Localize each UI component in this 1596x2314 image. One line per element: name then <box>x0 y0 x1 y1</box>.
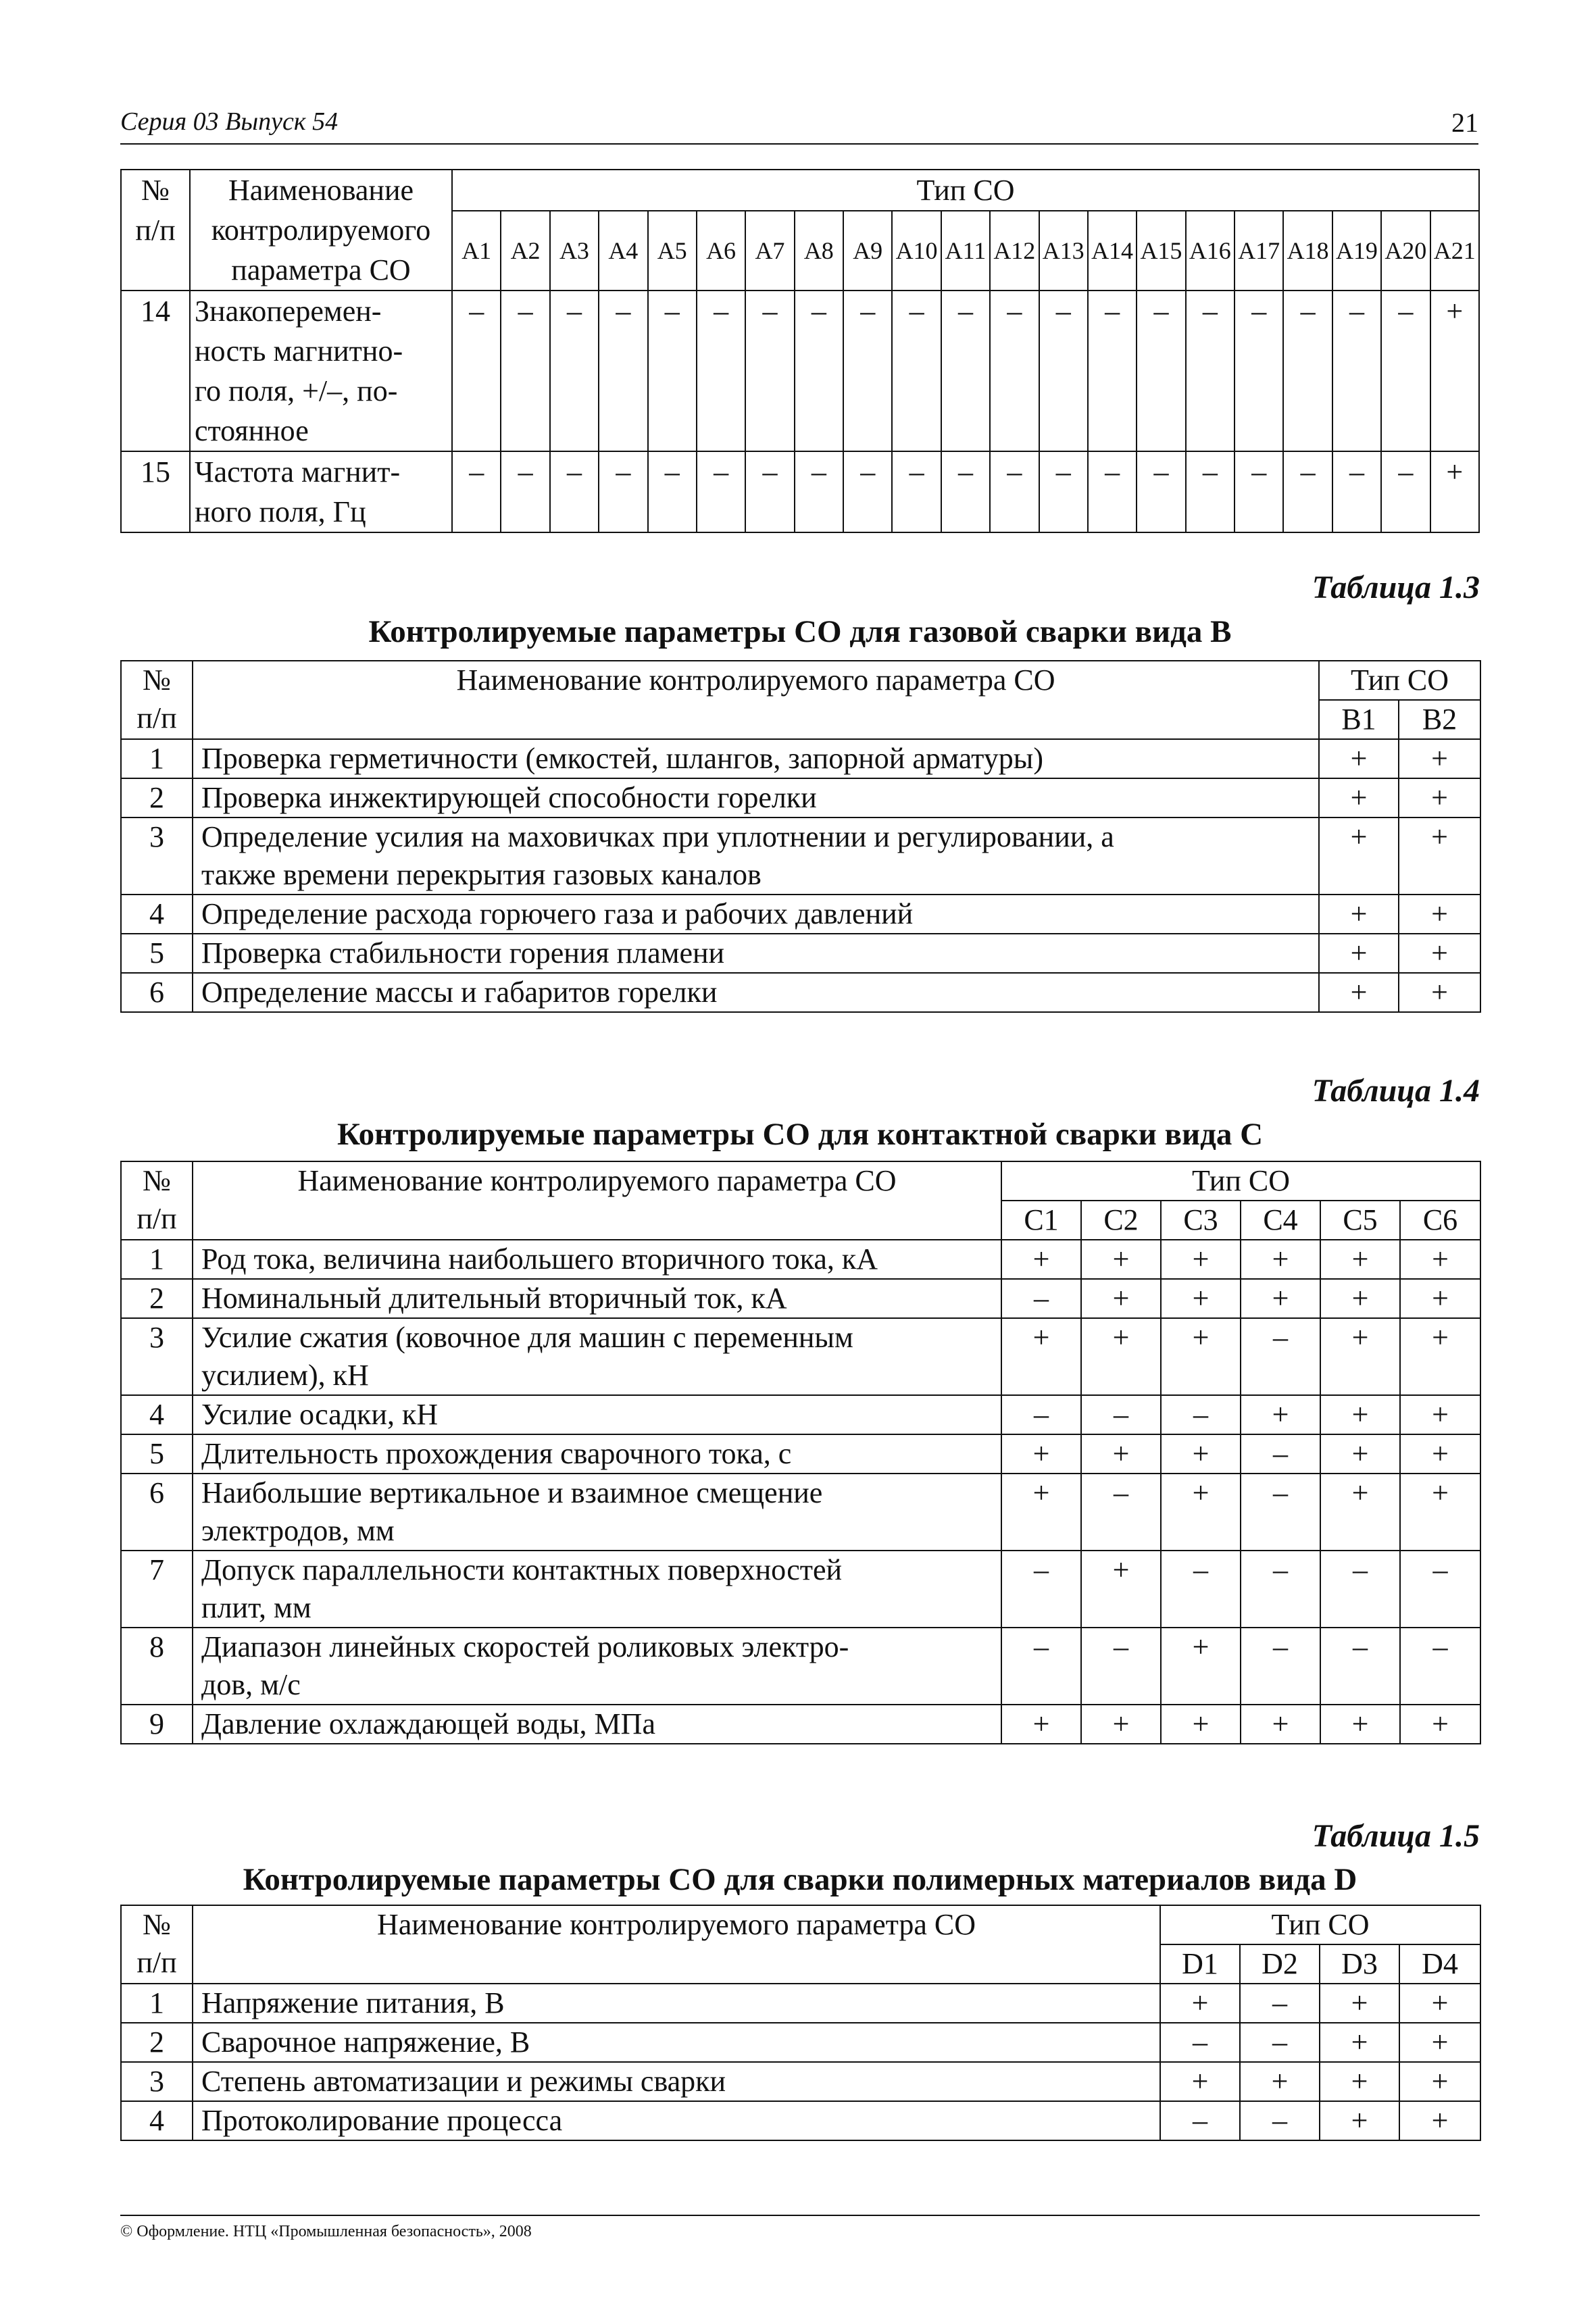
row-value: – <box>1001 1395 1081 1434</box>
table-header-row <box>121 170 1479 211</box>
row-number: 3 <box>121 818 193 895</box>
row-name-line: Проверка инжектирующей способности горелки <box>201 781 817 814</box>
row-name-line: ность магнитно- <box>195 334 403 368</box>
type-code: A9 <box>843 211 892 291</box>
row-value: + <box>1001 1240 1081 1279</box>
row-value: – <box>1332 451 1381 532</box>
table-row <box>121 818 1480 895</box>
row-name <box>193 1551 1001 1628</box>
row-value: + <box>1430 291 1480 451</box>
row-value: + <box>1240 2062 1320 2101</box>
row-name-line: ного поля, Гц <box>195 495 366 528</box>
table-row <box>121 973 1480 1012</box>
row-value: + <box>1320 1984 1399 2023</box>
row-name <box>193 1984 1160 2023</box>
row-value: + <box>1399 973 1480 1012</box>
row-value: – <box>745 291 794 451</box>
row-value: + <box>1160 1984 1240 2023</box>
table-row <box>121 1279 1480 1318</box>
row-name <box>193 1705 1001 1744</box>
row-value: – <box>892 451 941 532</box>
row-value: – <box>1001 1551 1081 1628</box>
col-header-num <box>121 1161 193 1240</box>
row-name-line: Длительность прохождения сварочного тока, с <box>201 1437 792 1470</box>
row-value: + <box>1400 1279 1480 1318</box>
row-value: + <box>1400 1474 1480 1551</box>
row-value: + <box>1081 1240 1161 1279</box>
type-code: A11 <box>941 211 990 291</box>
row-name-line: электродов, мм <box>201 1514 395 1547</box>
row-number: 2 <box>121 1279 193 1318</box>
table-row <box>121 1395 1480 1434</box>
row-value: – <box>1241 1474 1320 1551</box>
row-value: – <box>990 451 1039 532</box>
row-value: + <box>1161 1279 1241 1318</box>
type-code: A20 <box>1381 211 1430 291</box>
col-header-num-line: п/п <box>136 1946 177 1979</box>
row-value: + <box>1001 1434 1081 1474</box>
row-name-line: стоянное <box>195 414 309 447</box>
row-value: – <box>1332 291 1381 451</box>
table-row <box>121 451 1479 532</box>
row-value: + <box>1241 1705 1320 1744</box>
table-title: Контролируемые параметры СО для газовой сварки вида В <box>368 614 1232 649</box>
row-name-line: Давление охлаждающей воды, МПа <box>201 1707 655 1740</box>
col-header-name <box>190 170 452 291</box>
row-number: 2 <box>121 2023 193 2062</box>
row-name <box>193 2062 1160 2101</box>
type-code: A4 <box>599 211 647 291</box>
row-value: – <box>1240 2101 1320 2140</box>
row-value: – <box>1186 451 1235 532</box>
row-value: – <box>697 451 745 532</box>
row-value: – <box>697 291 745 451</box>
type-code: D3 <box>1320 1944 1399 1984</box>
row-number: 3 <box>121 1318 193 1395</box>
row-name <box>190 451 452 532</box>
table-row <box>121 1318 1480 1395</box>
row-value: + <box>1161 1628 1241 1705</box>
row-value: – <box>990 291 1039 451</box>
table-row <box>121 2062 1480 2101</box>
type-code: A13 <box>1039 211 1088 291</box>
table-row <box>121 2023 1480 2062</box>
row-value: – <box>1081 1628 1161 1705</box>
row-name-line: Определение усилия на маховичках при уплотнении и регулировании, а <box>201 820 1114 853</box>
type-code: A8 <box>795 211 843 291</box>
row-name <box>193 1279 1001 1318</box>
row-name-line: Сварочное напряжение, В <box>201 2026 530 2059</box>
row-value: + <box>1399 895 1480 934</box>
row-name-line: Проверка герметичности (емкостей, шлангов, запорной арматуры) <box>201 742 1043 775</box>
row-value: – <box>745 451 794 532</box>
row-name <box>193 1474 1001 1551</box>
row-value: + <box>1319 973 1399 1012</box>
row-number: 15 <box>121 451 190 532</box>
type-code: D1 <box>1160 1944 1240 1984</box>
row-value: – <box>1400 1551 1480 1628</box>
row-name-line: также времени перекрытия газовых каналов <box>201 858 762 891</box>
row-number: 7 <box>121 1551 193 1628</box>
row-name-line: Протоколирование процесса <box>201 2104 563 2137</box>
table-row <box>121 895 1480 934</box>
row-name <box>193 778 1319 818</box>
type-code: С4 <box>1241 1201 1320 1240</box>
row-name-line: Допуск параллельности контактных поверхностей <box>201 1553 843 1586</box>
row-value: + <box>1320 1705 1400 1744</box>
type-code: С3 <box>1161 1201 1241 1240</box>
row-value: – <box>1001 1279 1081 1318</box>
row-value: + <box>1400 1240 1480 1279</box>
row-value: + <box>1319 778 1399 818</box>
type-code: В1 <box>1319 700 1399 739</box>
row-value: – <box>941 291 990 451</box>
row-name <box>193 1240 1001 1279</box>
row-name <box>193 739 1319 778</box>
table-title: Контролируемые параметры СО для сварки полимерных материалов вида D <box>243 1862 1357 1897</box>
row-value: + <box>1001 1705 1081 1744</box>
row-name-line: Род тока, величина наибольшего вторичного тока, кА <box>201 1242 878 1276</box>
type-code: A18 <box>1283 211 1332 291</box>
row-value: – <box>550 291 599 451</box>
row-value: – <box>1241 1551 1320 1628</box>
row-value: – <box>1137 451 1185 532</box>
row-value: – <box>1161 1551 1241 1628</box>
table-row <box>121 1984 1480 2023</box>
col-header-type: Тип СО <box>1160 1905 1480 1944</box>
row-value: + <box>1430 451 1480 532</box>
row-value: – <box>648 451 697 532</box>
row-name-line: Усилие сжатия (ковочное для машин с переменным <box>201 1321 853 1354</box>
row-value: – <box>1381 291 1430 451</box>
row-name <box>193 973 1319 1012</box>
row-value: + <box>1319 739 1399 778</box>
row-value: + <box>1081 1705 1161 1744</box>
table-header-row <box>121 661 1480 700</box>
row-value: + <box>1399 778 1480 818</box>
row-value: + <box>1320 1474 1400 1551</box>
type-code: D2 <box>1240 1944 1320 1984</box>
row-name-line: усилием), кН <box>201 1359 369 1392</box>
row-value: + <box>1001 1474 1081 1551</box>
row-value: + <box>1081 1434 1161 1474</box>
table-row <box>121 1551 1480 1628</box>
col-header-num-line: п/п <box>136 1202 177 1235</box>
row-name <box>193 1395 1001 1434</box>
row-value: + <box>1320 1279 1400 1318</box>
row-value: – <box>1241 1628 1320 1705</box>
row-value: – <box>843 291 892 451</box>
row-number: 14 <box>121 291 190 451</box>
row-value: + <box>1400 1434 1480 1474</box>
row-number: 1 <box>121 1240 193 1279</box>
row-name-line: Наибольшие вертикальное и взаимное смещение <box>201 1476 823 1509</box>
row-number: 1 <box>121 1984 193 2023</box>
row-value: – <box>1400 1628 1480 1705</box>
row-name <box>193 1628 1001 1705</box>
footer-divider <box>120 2215 1480 2216</box>
row-value: – <box>452 291 501 451</box>
col-header-type: Тип СО <box>1001 1161 1480 1201</box>
type-code: A1 <box>452 211 501 291</box>
row-value: – <box>452 451 501 532</box>
col-header-name-line: Наименование <box>228 174 414 207</box>
type-code: D4 <box>1399 1944 1480 1984</box>
row-value: + <box>1001 1318 1081 1395</box>
table-label: Таблица 1.4 <box>1312 1073 1480 1109</box>
row-value: + <box>1400 1395 1480 1434</box>
row-name <box>193 934 1319 973</box>
row-name-line: плит, мм <box>201 1591 311 1624</box>
table-row <box>121 291 1479 451</box>
col-header-num-line: № <box>143 663 171 697</box>
row-value: – <box>599 451 647 532</box>
row-value: – <box>1241 1434 1320 1474</box>
row-number: 4 <box>121 1395 193 1434</box>
type-code: A10 <box>892 211 941 291</box>
row-name <box>190 291 452 451</box>
row-name-line: дов, м/с <box>201 1668 301 1701</box>
table-label: Таблица 1.3 <box>1312 570 1480 605</box>
row-value: – <box>1137 291 1185 451</box>
row-name-line: Частота магнит- <box>195 455 401 488</box>
row-value: + <box>1400 1318 1480 1395</box>
row-number: 8 <box>121 1628 193 1705</box>
col-header-name: Наименование контролируемого параметра СО <box>193 1161 1001 1240</box>
col-header-num <box>121 170 190 291</box>
type-code: С1 <box>1001 1201 1081 1240</box>
col-header-num <box>121 1905 193 1984</box>
row-value: – <box>1241 1318 1320 1395</box>
row-value: + <box>1400 1705 1480 1744</box>
row-number: 6 <box>121 973 193 1012</box>
row-name-line: Определение расхода горючего газа и рабочих давлений <box>201 897 914 930</box>
col-header-num-line: № <box>143 1164 171 1197</box>
row-name <box>193 2101 1160 2140</box>
col-header-num-line: № <box>143 1908 171 1941</box>
row-value: – <box>1039 451 1088 532</box>
row-name-line: Знакоперемен- <box>195 295 382 328</box>
row-value: + <box>1241 1395 1320 1434</box>
row-name <box>193 818 1319 895</box>
row-value: – <box>1160 2101 1240 2140</box>
row-value: – <box>843 451 892 532</box>
row-value: + <box>1161 1474 1241 1551</box>
table-row <box>121 1434 1480 1474</box>
row-name-line: Степень автоматизации и режимы сварки <box>201 2065 726 2098</box>
col-header-name: Наименование контролируемого параметра СО <box>193 1905 1160 1984</box>
row-value: – <box>1283 451 1332 532</box>
row-value: + <box>1161 1318 1241 1395</box>
col-header-num-line: п/п <box>136 701 177 734</box>
page-header <box>120 101 1478 145</box>
type-code: A6 <box>697 211 745 291</box>
col-header-type: Тип СО <box>452 170 1479 211</box>
row-value: + <box>1241 1240 1320 1279</box>
table-header-row <box>121 1905 1480 1944</box>
row-value: + <box>1399 2101 1480 2140</box>
type-code: A12 <box>990 211 1039 291</box>
row-value: – <box>795 291 843 451</box>
table-row <box>121 1474 1480 1551</box>
row-value: – <box>795 451 843 532</box>
row-name-line: Усилие осадки, кН <box>201 1398 439 1431</box>
row-value: + <box>1399 818 1480 895</box>
row-number: 9 <box>121 1705 193 1744</box>
row-value: – <box>1161 1395 1241 1434</box>
row-value: – <box>1160 2023 1240 2062</box>
col-header-num <box>121 661 193 739</box>
row-value: – <box>1320 1551 1400 1628</box>
row-name <box>193 1434 1001 1474</box>
row-value: – <box>1235 291 1283 451</box>
row-value: – <box>599 291 647 451</box>
row-value: + <box>1161 1705 1241 1744</box>
col-header-name-line: параметра СО <box>231 253 411 286</box>
row-number: 2 <box>121 778 193 818</box>
type-code: A17 <box>1235 211 1283 291</box>
row-value: – <box>1088 451 1137 532</box>
row-value: – <box>941 451 990 532</box>
row-name-line: Номинальный длительный вторичный ток, кА <box>201 1282 787 1315</box>
type-code: A3 <box>550 211 599 291</box>
row-value: + <box>1320 2023 1399 2062</box>
row-number: 4 <box>121 2101 193 2140</box>
row-value: + <box>1399 1984 1480 2023</box>
col-header-name: Наименование контролируемого параметра СО <box>193 661 1319 739</box>
row-value: + <box>1161 1434 1241 1474</box>
row-value: + <box>1319 895 1399 934</box>
row-value: + <box>1320 1434 1400 1474</box>
row-value: – <box>892 291 941 451</box>
params-table-c <box>120 1161 1481 1744</box>
row-value: + <box>1319 818 1399 895</box>
row-value: – <box>1320 1628 1400 1705</box>
row-value: + <box>1399 2062 1480 2101</box>
row-value: + <box>1160 2062 1240 2101</box>
table-row <box>121 1705 1480 1744</box>
type-code: A7 <box>745 211 794 291</box>
row-number: 3 <box>121 2062 193 2101</box>
row-value: – <box>1235 451 1283 532</box>
row-value: – <box>501 451 549 532</box>
row-value: + <box>1320 2062 1399 2101</box>
row-name <box>193 2023 1160 2062</box>
series-label: Серия 03 Выпуск 54 <box>120 107 339 136</box>
type-code: С6 <box>1400 1201 1480 1240</box>
table-row <box>121 934 1480 973</box>
row-value: + <box>1399 934 1480 973</box>
row-value: – <box>550 451 599 532</box>
row-value: – <box>501 291 549 451</box>
params-table-b <box>120 660 1481 1013</box>
col-header-num-line: № <box>141 174 170 207</box>
table-title: Контролируемые параметры СО для контактной сварки вида С <box>336 1117 1264 1152</box>
table-row <box>121 739 1480 778</box>
row-value: + <box>1319 934 1399 973</box>
params-table-a <box>120 169 1480 533</box>
col-header-name-line: контролируемого <box>211 213 431 247</box>
row-number: 1 <box>121 739 193 778</box>
type-code: С5 <box>1320 1201 1400 1240</box>
row-value: + <box>1320 1240 1400 1279</box>
row-value: – <box>648 291 697 451</box>
row-name-line: Определение массы и габаритов горелки <box>201 976 718 1009</box>
row-name <box>193 1318 1001 1395</box>
col-header-type: Тип СО <box>1319 661 1480 700</box>
table-row <box>121 2101 1480 2140</box>
params-table-d <box>120 1905 1481 2141</box>
row-number: 6 <box>121 1474 193 1551</box>
row-value: + <box>1241 1279 1320 1318</box>
row-value: – <box>1240 1984 1320 2023</box>
table-row <box>121 1240 1480 1279</box>
row-name-line: го поля, +/–, по- <box>195 374 398 407</box>
row-value: – <box>1240 2023 1320 2062</box>
type-code: A15 <box>1137 211 1185 291</box>
row-value: + <box>1320 1395 1400 1434</box>
table-label: Таблица 1.5 <box>1312 1818 1480 1854</box>
row-value: + <box>1320 2101 1399 2140</box>
table-header-row <box>121 1161 1480 1201</box>
row-value: + <box>1320 1318 1400 1395</box>
col-header-num-line: п/п <box>135 213 176 247</box>
row-number: 5 <box>121 934 193 973</box>
row-value: + <box>1399 739 1480 778</box>
type-code: A16 <box>1186 211 1235 291</box>
type-code: A19 <box>1332 211 1381 291</box>
type-code: В2 <box>1399 700 1480 739</box>
row-name-line: Проверка стабильности горения пламени <box>201 936 725 970</box>
row-value: + <box>1081 1279 1161 1318</box>
row-value: – <box>1088 291 1137 451</box>
row-name-line: Диапазон линейных скоростей роликовых электро- <box>201 1630 849 1663</box>
footer-copyright: © Оформление. НТЦ «Промышленная безопасность», 2008 <box>120 2223 532 2240</box>
row-value: – <box>1283 291 1332 451</box>
type-code: A2 <box>501 211 549 291</box>
type-code: A21 <box>1430 211 1480 291</box>
row-value: – <box>1001 1628 1081 1705</box>
row-value: + <box>1081 1551 1161 1628</box>
row-value: – <box>1381 451 1430 532</box>
page-number: 21 <box>1451 107 1478 138</box>
row-value: + <box>1081 1318 1161 1395</box>
row-value: – <box>1081 1395 1161 1434</box>
row-name-line: Напряжение питания, В <box>201 1986 505 2019</box>
row-value: – <box>1039 291 1088 451</box>
row-number: 5 <box>121 1434 193 1474</box>
row-value: + <box>1161 1240 1241 1279</box>
row-value: – <box>1081 1474 1161 1551</box>
row-name <box>193 895 1319 934</box>
row-number: 4 <box>121 895 193 934</box>
row-value: + <box>1399 2023 1480 2062</box>
type-code: С2 <box>1081 1201 1161 1240</box>
row-value: – <box>1186 291 1235 451</box>
type-code: A5 <box>648 211 697 291</box>
table-row <box>121 778 1480 818</box>
table-row <box>121 1628 1480 1705</box>
type-code: A14 <box>1088 211 1137 291</box>
